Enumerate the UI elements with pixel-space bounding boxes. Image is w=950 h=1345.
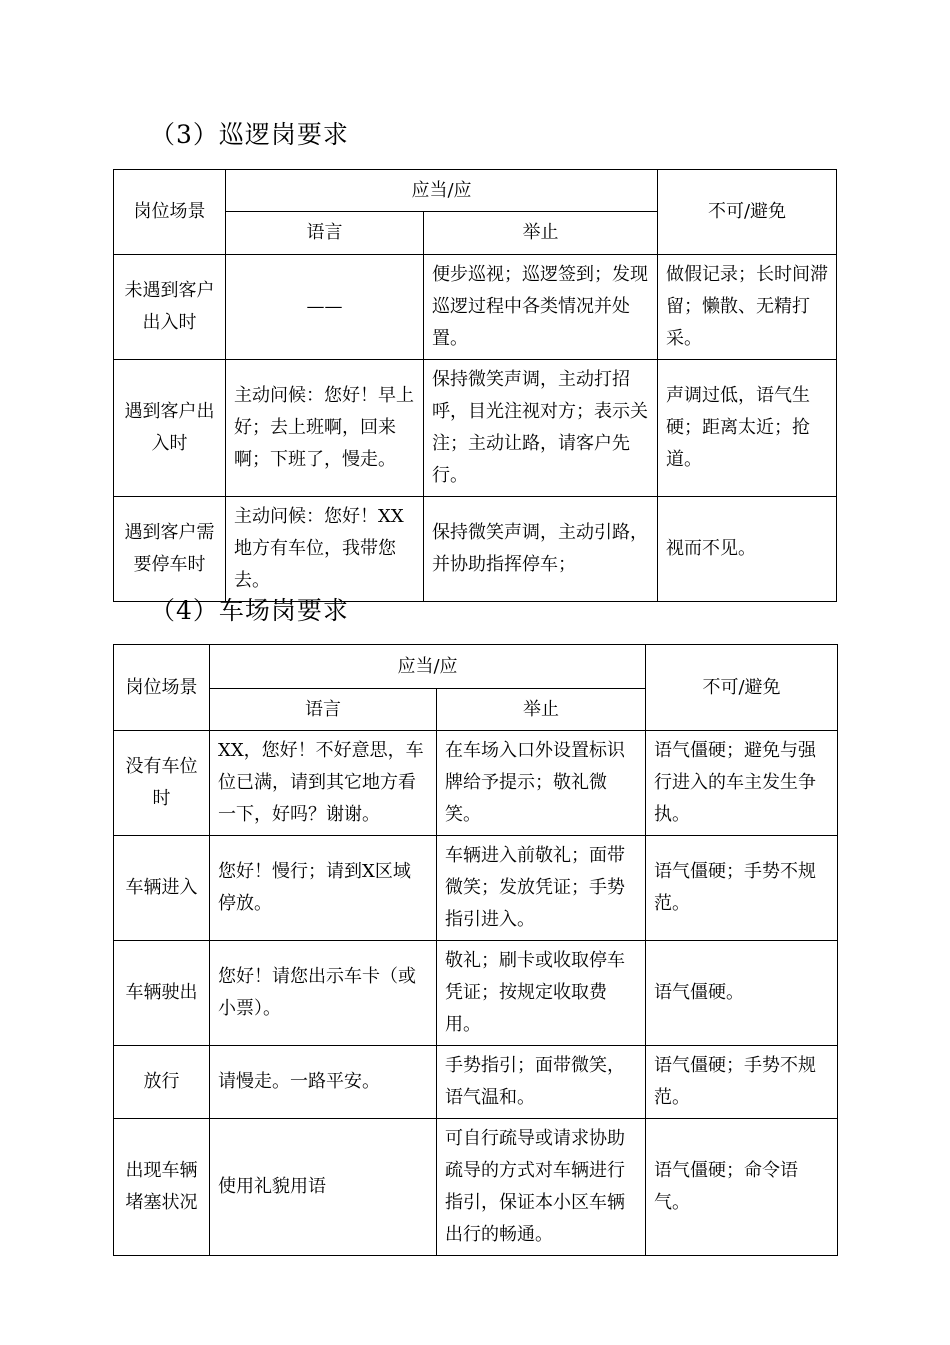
scene-cell: 没有车位时 xyxy=(114,731,210,836)
avoid-cell: 声调过低，语气生硬；距离太近；抢道。 xyxy=(658,360,837,497)
scene-cell: 遇到客户出入时 xyxy=(114,360,226,497)
header-language: 语言 xyxy=(226,212,424,255)
language-cell: —— xyxy=(226,255,424,360)
table-row xyxy=(114,941,838,1046)
language-cell: 主动问候：您好！早上好；去上班啊，回来啊；下班了，慢走。 xyxy=(226,360,424,497)
behavior-cell: 敬礼；刷卡或收取停车凭证；按规定收取费用。 xyxy=(437,941,646,1046)
avoid-cell: 语气僵硬；手势不规范。 xyxy=(646,836,838,941)
header-scene: 岗位场景 xyxy=(114,170,226,255)
scene-cell: 车辆驶出 xyxy=(114,941,210,1046)
table-row xyxy=(114,731,838,836)
behavior-cell: 可自行疏导或请求协助疏导的方式对车辆进行指引，保证本小区车辆出行的畅通。 xyxy=(437,1119,646,1256)
table-row xyxy=(114,1046,838,1119)
header-behavior: 举止 xyxy=(437,689,646,731)
language-cell: 主动问候：您好！XX地方有车位，我带您去。 xyxy=(226,497,424,602)
header-row xyxy=(114,645,838,689)
table-row xyxy=(114,836,838,941)
patrol-requirements-table xyxy=(113,169,837,602)
scene-cell: 车辆进入 xyxy=(114,836,210,941)
scene-cell: 未遇到客户出入时 xyxy=(114,255,226,360)
language-cell: 您好！慢行；请到X区域停放。 xyxy=(210,836,437,941)
section-4-heading: （4）车场岗要求 xyxy=(150,596,349,625)
behavior-cell: 在车场入口外设置标识牌给予提示；敬礼微笑。 xyxy=(437,731,646,836)
avoid-cell: 语气僵硬；命令语气。 xyxy=(646,1119,838,1256)
scene-cell: 出现车辆堵塞状况 xyxy=(114,1119,210,1256)
avoid-cell: 做假记录；长时间滞留；懒散、无精打采。 xyxy=(658,255,837,360)
table-row xyxy=(114,360,837,497)
header-scene: 岗位场景 xyxy=(114,645,210,731)
table-row xyxy=(114,1119,838,1256)
scene-cell: 放行 xyxy=(114,1046,210,1119)
header-should: 应当/应 xyxy=(210,645,646,689)
avoid-cell: 语气僵硬；手势不规范。 xyxy=(646,1046,838,1119)
behavior-cell: 手势指引；面带微笑，语气温和。 xyxy=(437,1046,646,1119)
behavior-cell: 保持微笑声调，主动引路，并协助指挥停车； xyxy=(424,497,658,602)
behavior-cell: 便步巡视；巡逻签到；发现巡逻过程中各类情况并处置。 xyxy=(424,255,658,360)
header-behavior: 举止 xyxy=(424,212,658,255)
avoid-cell: 语气僵硬；避免与强行进入的车主发生争执。 xyxy=(646,731,838,836)
header-avoid: 不可/避免 xyxy=(646,645,838,731)
parking-requirements-table xyxy=(113,644,838,1256)
header-avoid: 不可/避免 xyxy=(658,170,837,255)
avoid-cell: 语气僵硬。 xyxy=(646,941,838,1046)
section-3-heading: （3）巡逻岗要求 xyxy=(150,120,349,149)
scene-cell: 遇到客户需要停车时 xyxy=(114,497,226,602)
language-cell: 请慢走。一路平安。 xyxy=(210,1046,437,1119)
header-language: 语言 xyxy=(210,689,437,731)
table-row xyxy=(114,255,837,360)
behavior-cell: 保持微笑声调，主动打招呼，目光注视对方；表示关注；主动让路，请客户先行。 xyxy=(424,360,658,497)
header-should: 应当/应 xyxy=(226,170,658,212)
language-cell: XX，您好！不好意思，车位已满，请到其它地方看一下，好吗？谢谢。 xyxy=(210,731,437,836)
language-cell: 使用礼貌用语 xyxy=(210,1119,437,1256)
behavior-cell: 车辆进入前敬礼；面带微笑；发放凭证；手势指引进入。 xyxy=(437,836,646,941)
table-row xyxy=(114,497,837,602)
header-row xyxy=(114,170,837,212)
language-cell: 您好！请您出示车卡（或小票）。 xyxy=(210,941,437,1046)
avoid-cell: 视而不见。 xyxy=(658,497,837,602)
